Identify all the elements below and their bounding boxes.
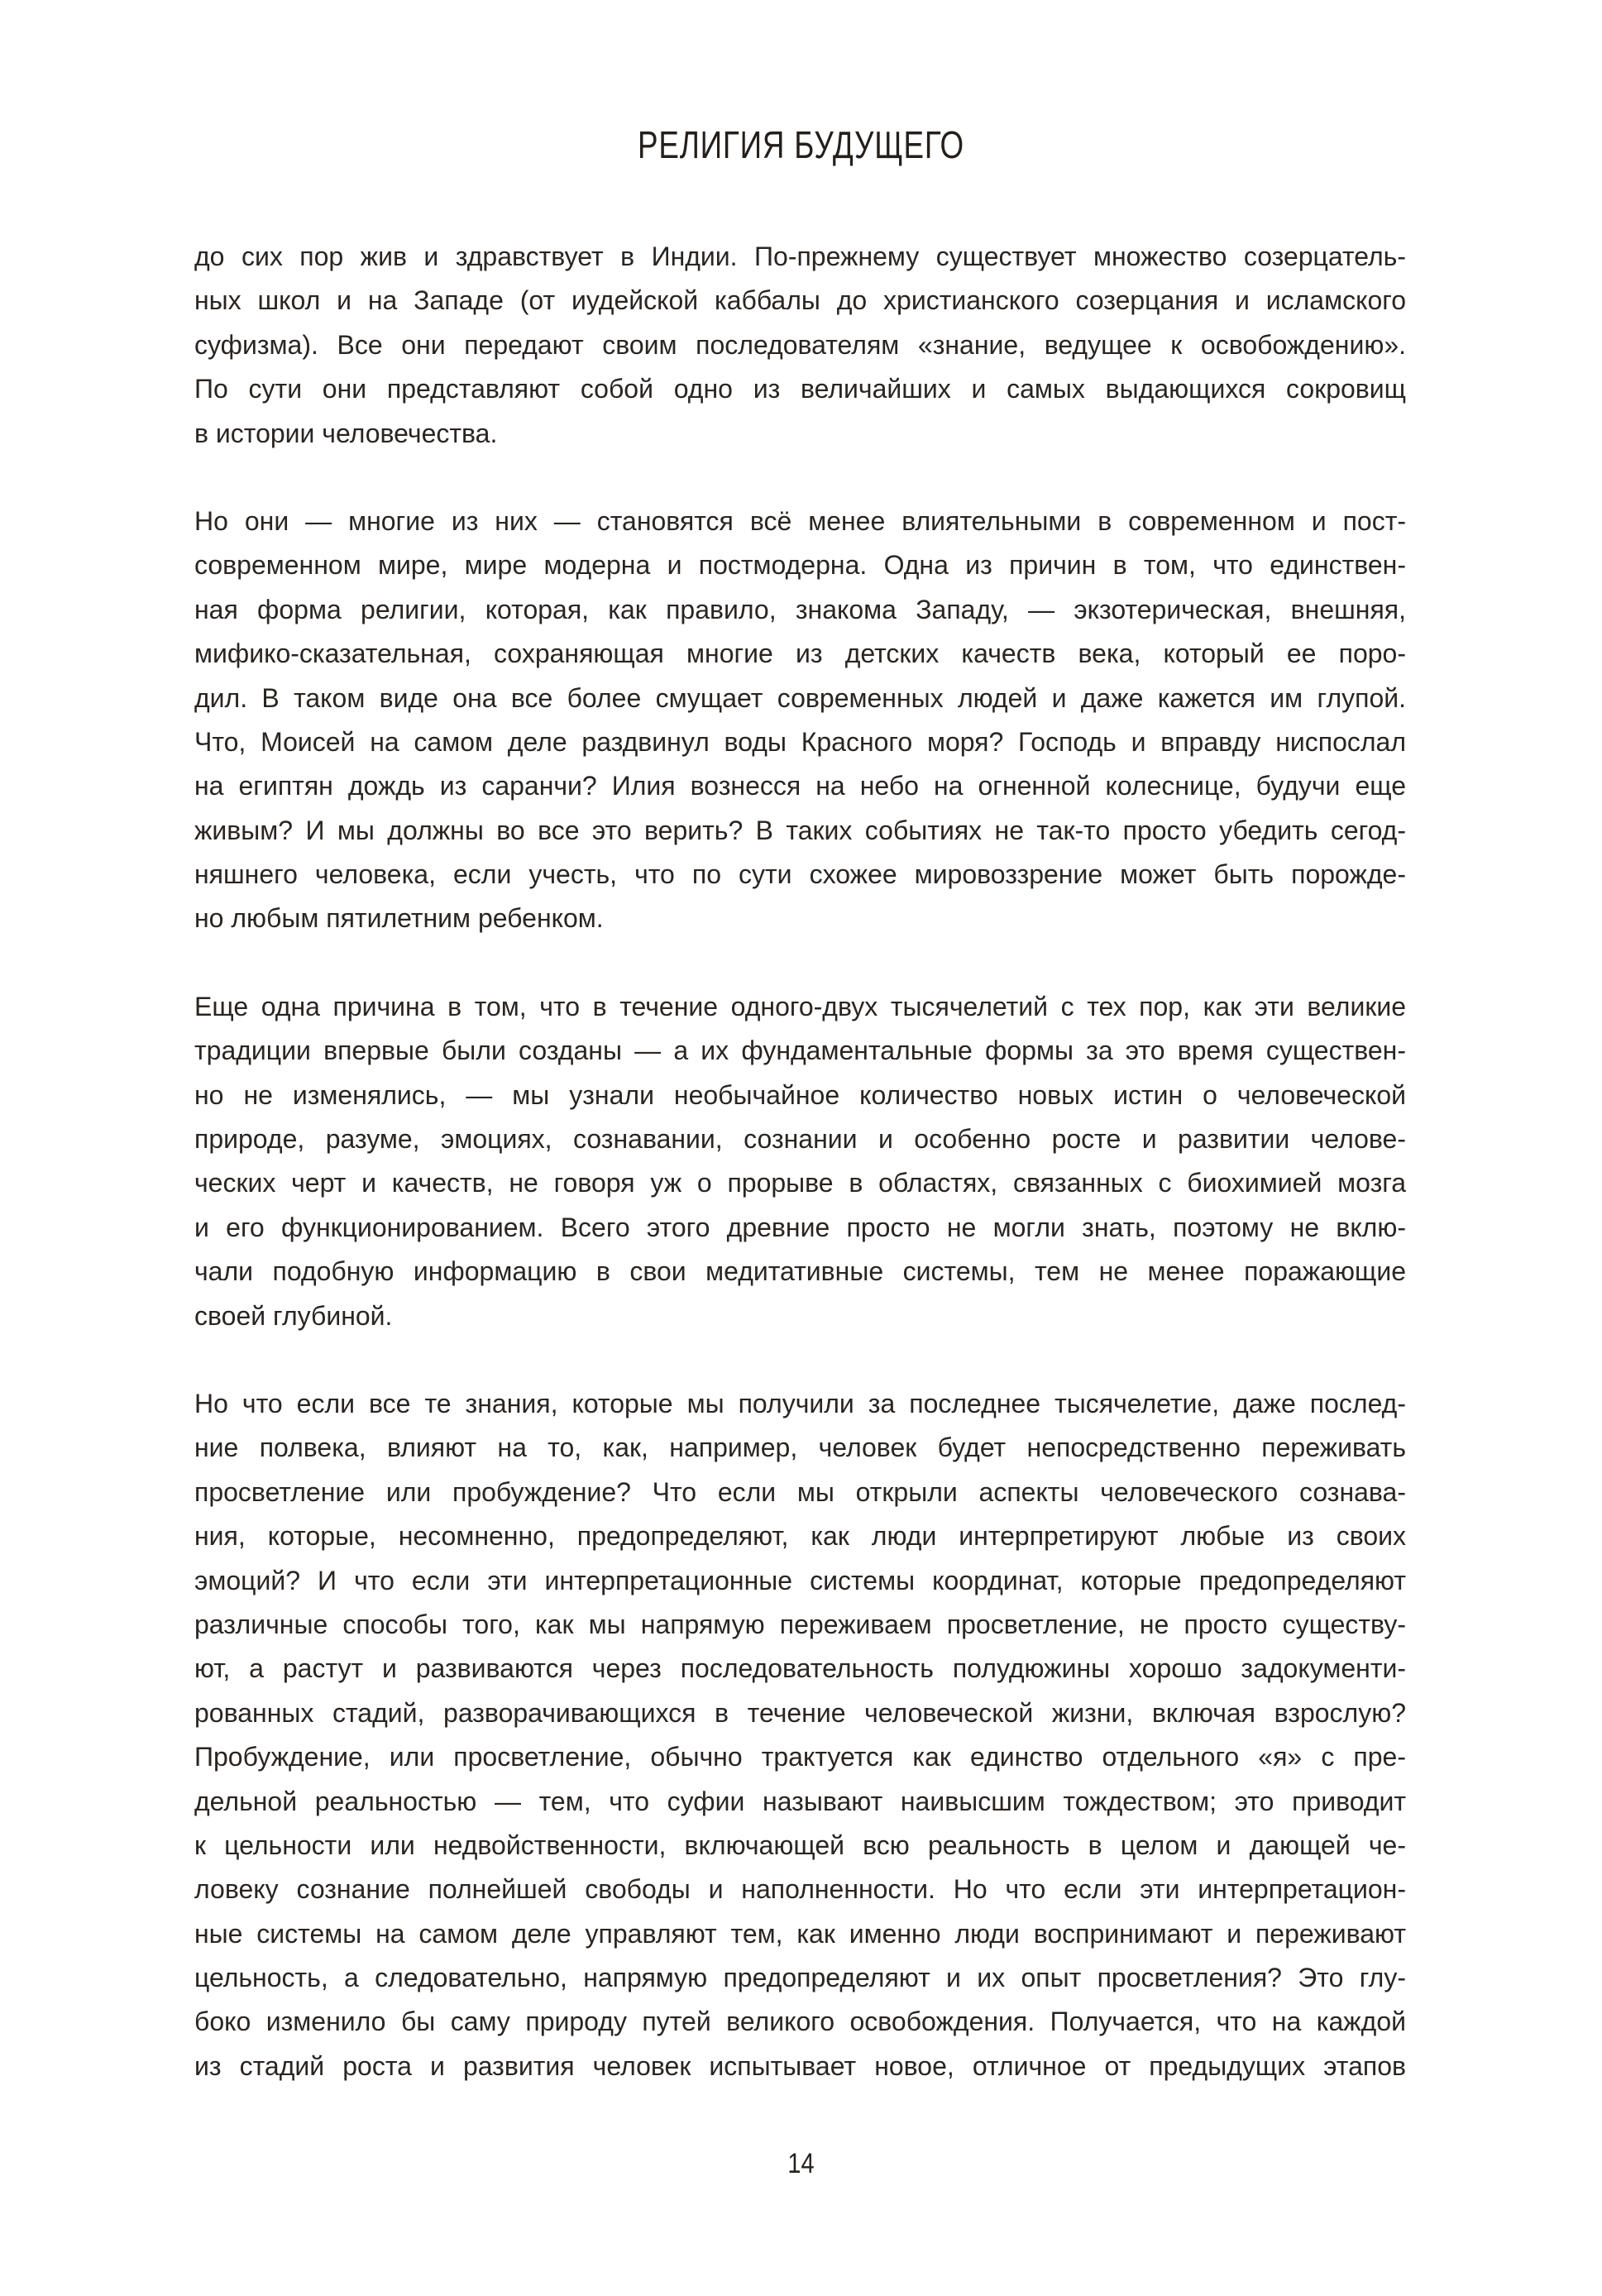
text-line: ных школ и на Западе (от иудейской каббалы до христианского созерцания и исламского [194,285,1406,316]
text-line: на египтян дождь из саранчи? Илия вознесся на небо на огненной колеснице, будучи еще [194,771,1406,801]
text-line: рованных стадий, разворачивающихся в течение человеческой жизни, включая взрослую? [194,1697,1406,1728]
text-line: дил. В таком виде она все более смущает современных людей и даже кажется им глупой. [194,682,1406,713]
body-text [194,235,1406,2088]
text-line: суфизма). Все они передают своим последователям «знание, ведущее к освобождению». [194,329,1406,360]
text-line: природе, разуме, эмоциях, сознавании, сознании и особенно росте и развитии челове- [194,1124,1406,1155]
text-line: ная форма религии, которая, как правило, знакома Западу, — экзотерическая, внешняя, [194,594,1406,624]
text-line: цельность, а следовательно, напрямую предопределяют и их опыт просветления? Это глу- [194,1963,1406,1993]
text-line: различные способы того, как мы напрямую переживаем просветление, не просто существу- [194,1609,1406,1639]
paragraph [194,235,1406,456]
text-line: мифико-сказательная, сохраняющая многие из детских качеств века, который ее поро- [194,639,1406,669]
text-line: Еще одна причина в том, что в течение одного-двух тысячелетий с тех пор, как эти великие [194,991,1406,1021]
text-line: Пробуждение, или просветление, обычно трактуется как единство отдельного «я» с пре- [194,1742,1406,1772]
text-line: в истории человечества. [194,418,498,448]
text-line: ние полвека, влияют на то, как, например, человек будет непосредственно переживать [194,1433,1406,1463]
text-line: дельной реальностью — тем, что суфии называют наивысшим тождеством; это приводит [194,1786,1406,1816]
running-title: РЕЛИГИЯ БУДУЩЕГО [638,123,964,166]
text-line: ные системы на самом деле управляют тем, как именно люди воспринимают и переживают [194,1918,1406,1949]
text-line: няшнего человека, если учесть, что по сути схожее мировоззрение может быть порожде- [194,859,1406,890]
text-line: просветление или пробуждение? Что если мы открыли аспекты человеческого сознава- [194,1476,1406,1507]
text-line: ния, которые, несомненно, предопределяют, как люди интерпретируют любые из своих [194,1521,1406,1552]
text-line: ческих черт и качеств, не говоря уж о прорыве в областях, связанных с биохимией мозга [194,1168,1406,1198]
paragraph [194,985,1406,1338]
text-line: но любым пятилетним ребенком. [194,903,604,934]
text-line: но не изменялись, — мы узнали необычайное количество новых истин о человеческой [194,1079,1406,1110]
text-line: Но они — многие из них — становятся всё менее влиятельными в современном и пост- [194,505,1406,536]
text-line: Но что если все те знания, которые мы получили за последнее тысячелетие, даже послед- [194,1388,1406,1418]
text-line: ловеку сознание полнейшей свободы и наполненности. Но что если эти интерпретацион- [194,1874,1406,1905]
text-line: своей глубиной. [194,1300,393,1331]
page-number: 14 [787,2148,815,2179]
text-line: до сих пор жив и здравствует в Индии. По-прежнему существует множество созерцатель- [194,242,1406,271]
text-line: чали подобную информацию в свои медитативные системы, тем не менее поражающие [194,1256,1406,1287]
text-line: к цельности или недвойственности, включающей всю реальность в целом и дающей че- [194,1830,1406,1860]
text-line: эмоций? И что если эти интерпретационные системы координат, которые предопределяют [194,1565,1406,1595]
text-line: традиции впервые были созданы — а их фундаментальные формы за это время существен- [194,1036,1406,1066]
text-line: боко изменило бы саму природу путей великого освобождения. Получается, что на каждой [194,2007,1406,2037]
text-line: ют, а растут и развиваются через последовательность полудюжины хорошо задокументи- [194,1653,1406,1684]
paragraph [194,500,1406,941]
text-line: из стадий роста и развития человек испытывает новое, отличное от предыдущих этапов [194,2050,1406,2081]
text-line: По сути они представляют собой одно из величайших и самых выдающихся сокровищ [194,374,1406,404]
text-line: современном мире, мире модерна и постмодерна. Одна из причин в том, что единствен- [194,550,1406,581]
text-line: живым? И мы должны во все это верить? В таких событиях не так-то просто убедить сегод- [194,815,1406,845]
text-line: и его функционированием. Всего этого древние просто не могли знать, поэтому не вклю- [194,1212,1406,1242]
text-line: Что, Моисей на самом деле раздвинул воды Красного моря? Господь и вправду ниспослал [194,726,1406,757]
paragraph [194,1382,1406,2088]
